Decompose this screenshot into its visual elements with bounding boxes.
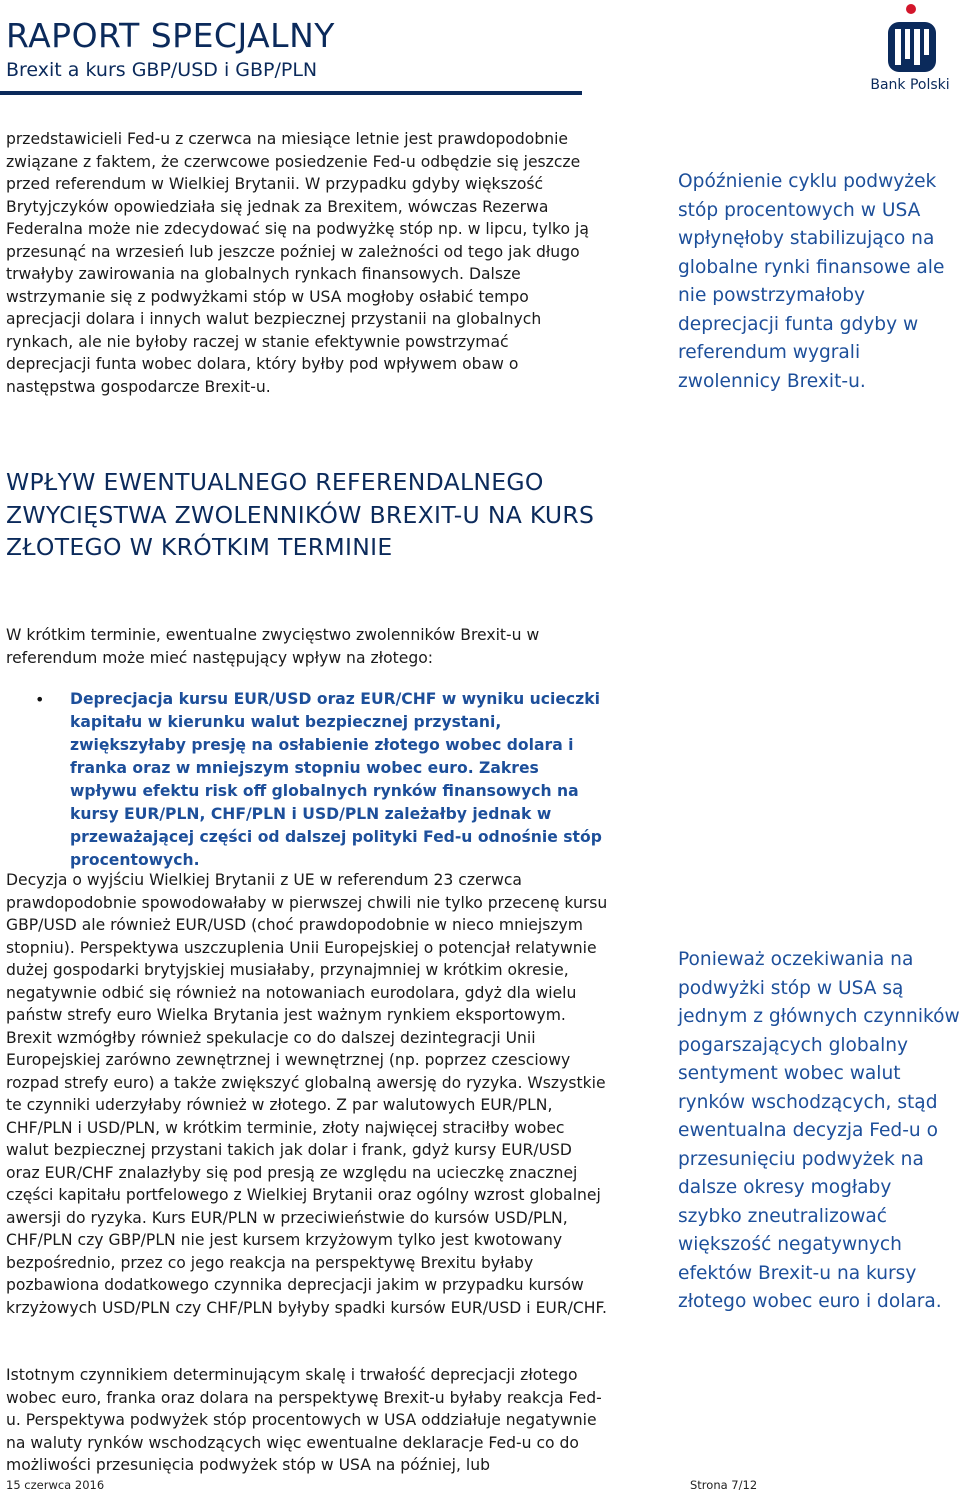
section-heading: WPŁYW EWENTUALNEGO REFERENDALNEGO ZWYCIĘSTWA ZWOLENNIKÓW BREXIT-U NA KURS ZŁOTEGO W KRÓTKIM TERMINIE (6, 468, 595, 561)
footer-date: 15 czerwca 2016 (6, 1478, 105, 1492)
paragraph-brexit-decision: Decyzja o wyjściu Wielkiej Brytanii z UE w referendum 23 czerwca prawdopodobnie spowodowałaby w pierwszej chwili nie tylko przecenę kursu GBP/USD ale również EUR/USD (choć prawdopodobnie w nieco mniejszym stopniu). Perspektywa uszczuplenia Unii Europejskiej o potencjał relatywnie dużej gospodarki brytyjskiej musiałaby, przynajmniej w krótkim okresie, negatywnie odbić się również na notowaniach eurodolara, gdyż dla wielu państw strefy euro Wielka Brytania jest ważnym rynkiem eksportowym. Brexit wzmógłby również spekulacje co do dalszej dezintegracji Unii Europejskiej zarówno zewnętrznej i wewnętrznej (np. poprzez czesciowy rozpad strefy euro) a także zwiększyć globalną awersję do ryzyka. Wszystkie te czynniki uderzyłaby również w złotego. Z par walutowych EUR/PLN, CHF/PLN i USD/PLN, w krótkim terminie, złoty najwięcej straciłby wobec walut bezpiecznej przystani takich jak dolar i frank, gdyż kursy EUR/USD oraz EUR/CHF znalazłyby się pod presją ze względu na ucieczkę znacznej części kapitału portfelowego z Wielkiej Brytanii oraz ogólny wzrost globalnej awersji do ryzyka. Kurs EUR/PLN w przeciwieństwie do kursów USD/PLN, CHF/PLN czy GBP/PLN nie jest kursem krzyżowym tylko jest kwotowany bezpośrednio, przez co jego reakcja na perspektywę Brexitu byłaby pozbawiona dodatkowego czynnika deprecjacji jakim w przypadku kursów krzyżowych USD/PLN czy CHF/PLN byłyby spadki kursów EUR/USD i EUR/CHF. (6, 871, 608, 1317)
impact-bullet-list (6, 688, 606, 872)
sidebar-quote-fed-expectations: Ponieważ oczekiwania na podwyżki stóp w USA są jednym z głównych czynników pogarszających globalny sentyment wobec walut rynków wschodzących, stąd ewentualna decyzja Fed-u o przesunięciu podwyżek na dalsze okresy mogłaby szybko zneutralizować większość negatywnych efektów Brexit-u na kursy złotego wobec euro i dolara. (678, 949, 960, 1312)
report-subtitle: Brexit a kurs GBP/USD i GBP/PLN (6, 59, 318, 81)
paragraph-short-term-intro: W krótkim terminie, ewentualne zwycięstwo zwolenników Brexit-u w referendum może mieć następujący wpływ na złotego: (6, 626, 540, 667)
paragraph-fed-policy: przedstawicieli Fed-u z czerwca na miesiące letnie jest prawdopodobnie związane z faktem, że czerwcowe posiedzenie Fed-u odbędzie się jeszcze przed referendum w Wielkiej Brytanii. W przypadku gdyby większość Brytyjczyków opowiedziała się jednak za Brexitem, wówczas Rezerwa Federalna może nie zdecydować się na podwyżkę stóp np. w lipcu, tylko ją przesunąć na wrzesień lub jeszcze poźniej w zależności od tego jak długo trwałyby zawirowania na globalnych rynkach finansowych. Dalsze wstrzymanie się z podwyżkami stóp w USA mogłoby osłabić tempo aprecjacji dolara i innych walut bezpiecznej przystanii na globalnych rynkach, ale nie byłoby raczej w stanie efektywnie powstrzymać deprecjacji funta wobec dolara, który byłby pod wpływem obaw o następstwa gospodarcze Brexit-u. (6, 130, 589, 396)
bullet-icon: • (35, 690, 45, 709)
report-title: RAPORT SPECJALNY (6, 16, 335, 55)
paragraph-fed-reaction: Istotnym czynnikiem determinującym skalę i trwałość deprecjacji złotego wobec euro, franka oraz dolara na perspektywę Brexit-u byłaby reakcja Fed-u. Perspektywa podwyżek stóp procentowych w USA oddziałuje negatywnie na waluty rynków wschodzących więc ewentualne deklaracje Fed-u co do możliwości przesunięcia podwyżek stóp w USA na później, lub (6, 1366, 602, 1474)
footer-page-number: Strona 7/12 (690, 1478, 758, 1492)
list-item (6, 688, 606, 872)
bullet-text: Deprecjacja kursu EUR/USD oraz EUR/CHF w wyniku ucieczki kapitału w kierunku walut bezpiecznej przystani, zwiększyłaby presję na osłabienie złotego wobec dolara i franka oraz w mniejszym stopniu wobec euro. Zakres wpływu efektu risk off globalnych rynków finansowych na kursy EUR/PLN, CHF/PLN i USD/PLN zależałby jednak w przeważającej części od dalszej polityki Fed-u odnośnie stóp procentowych. (70, 690, 602, 869)
sidebar-quote-rate-hike-delay: Opóźnienie cyklu podwyżek stóp procentowych w USA wpłynęłoby stabilizująco na globalne rynki finansowe ale nie powstrzymałoby deprecjacji funta gdyby w referendum wygrali zwolennicy Brexit-u. (678, 171, 945, 392)
bank-name: Bank Polski (870, 77, 950, 93)
header-divider (0, 91, 582, 95)
